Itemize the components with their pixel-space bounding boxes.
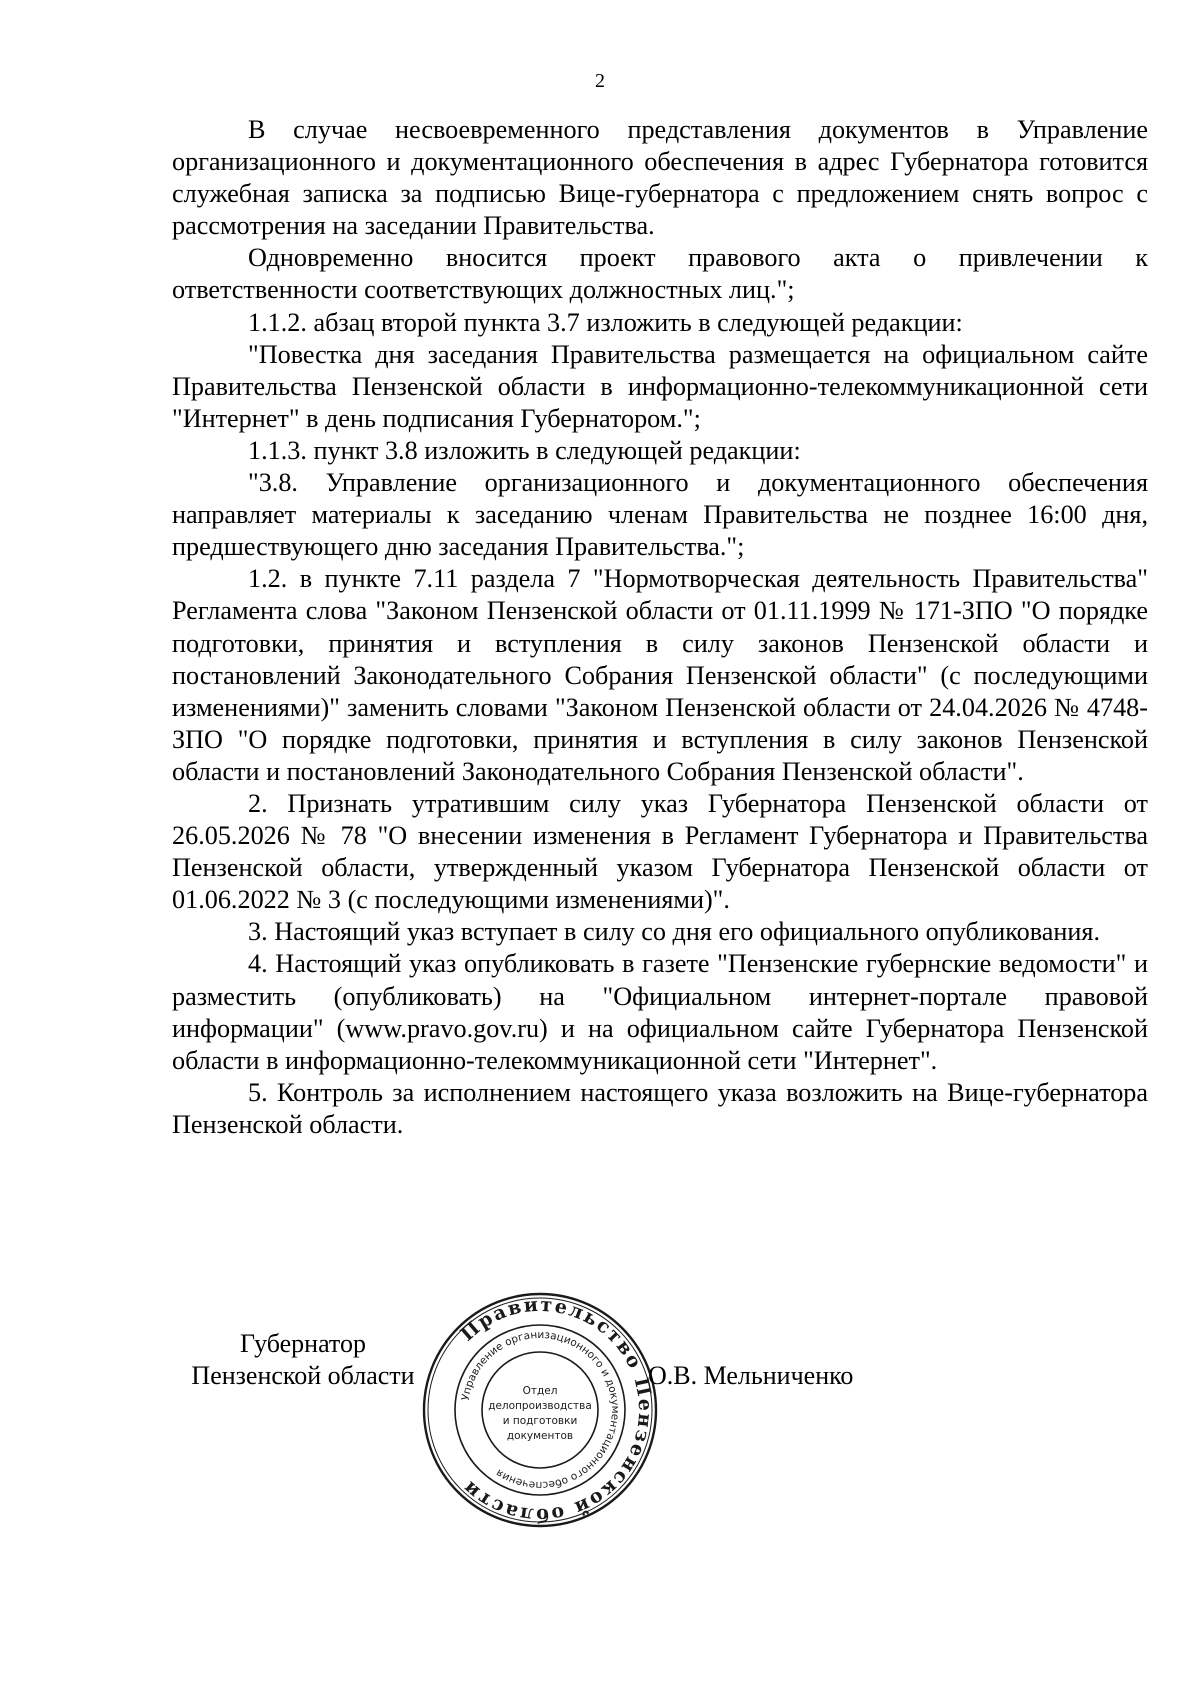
paragraph: 1.1.3. пункт 3.8 изложить в следующей редакции:	[248, 435, 801, 465]
official-seal-stamp	[420, 1290, 660, 1530]
paragraph: 3. Настоящий указ вступает в силу со дня его официального опубликования.	[248, 917, 1101, 947]
signatory-title	[172, 1328, 434, 1392]
paragraph: 1.2. в пункте 7.11 раздела 7 "Нормотворческая деятельность Правительства" Регламента слова "Законом Пензенской области от 01.11.1999 № 171-ЗПО "О порядке подготовки, принятия и вступления в силу законов Пензенской области и постановлений Законодательного Собрания Пензенской области" (с последующими изменениями)" заменить словами "Законом Пензенской области от 24.04.2026 № 4748-ЗПО "О порядке подготовки, принятия и вступления в силу законов Пензенской области и постановлений Законодательного Собрания Пензенской области".	[172, 564, 1148, 786]
signatory-title-line: Губернатор	[240, 1329, 366, 1358]
signatory-title-line: Пензенской области	[191, 1361, 415, 1390]
seal-inner-text-path: Управление организационного и документационного обеспечения	[459, 1328, 622, 1492]
seal-center-text	[488, 1385, 592, 1442]
paragraph: "Повестка дня заседания Правительства размещается на официальном сайте Правительства Пензенской области в информационно-телекоммуникационной сети "Интернет" в день подписания Губернатором.";	[172, 339, 1148, 433]
document-body	[172, 114, 1148, 1141]
page-number: 2	[595, 70, 605, 92]
paragraph: "3.8. Управление организационного и документационного обеспечения направляет материалы к заседанию членам Правительства не позднее 16:00 дня, предшествующего дню заседания Правительства.";	[172, 468, 1148, 562]
signatory-name: О.В. Мельниченко	[648, 1361, 854, 1390]
seal-outer-text-path: Правительство Пензенской области	[456, 1293, 657, 1527]
paragraph: Одновременно вносится проект правового акта о привлечении к ответственности соответствующих должностных лиц.";	[172, 243, 1148, 305]
seal-center-line: и подготовки	[502, 1415, 578, 1427]
seal-center-line: документов	[506, 1430, 574, 1442]
paragraph: 1.1.2. абзац второй пункта 3.7 изложить в следующей редакции:	[248, 307, 963, 337]
seal-center-line: делопроизводства	[488, 1400, 592, 1412]
paragraph: В случае несвоевременного представления документов в Управление организационного и документационного обеспечения в адрес Губернатора готовится служебная записка за подписью Вице-губернатора с предложением снять вопрос с рассмотрения на заседании Правительства.	[172, 115, 1148, 241]
paragraph: 4. Настоящий указ опубликовать в газете "Пензенские губернские ведомости" и разместить (опубликовать) на "Официальном интернет-портале правовой информации" (www.pravo.gov.ru) и на официальном сайте Губернатора Пензенской области в информационно-телекоммуникационной сети "Интернет".	[172, 949, 1148, 1075]
seal-center-line: Отдел	[522, 1385, 558, 1397]
paragraph: 2. Признать утратившим силу указ Губернатора Пензенской области от 26.05.2026 № 78 "О внесении изменения в Регламент Губернатора и Правительства Пензенской области, утвержденный указом Губернатора Пензенской области от 01.06.2022 № 3 (с последующими изменениями)".	[172, 788, 1148, 915]
paragraph: 5. Контроль за исполнением настоящего указа возложить на Вице-губернатора Пензенской области.	[172, 1077, 1148, 1139]
